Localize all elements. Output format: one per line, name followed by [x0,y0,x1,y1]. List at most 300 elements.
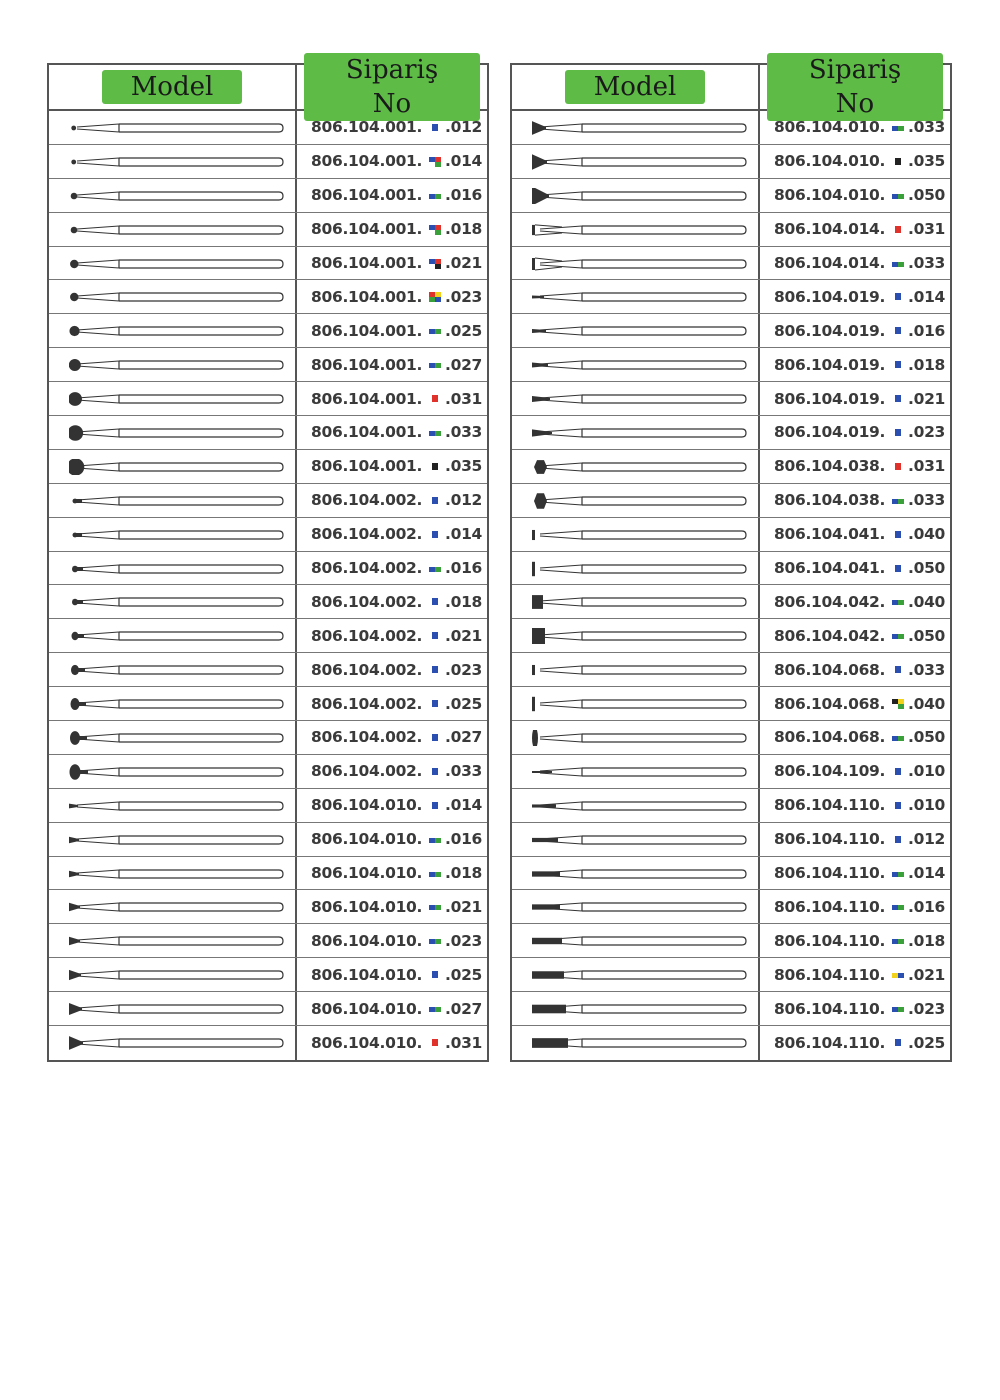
model-cell [49,721,297,754]
model-cell [512,484,760,517]
order-code-base: 806.104.010. [311,965,423,984]
table-row [512,416,950,450]
color-code-icon [892,597,904,606]
order-no-header-label: Sipariş No [304,53,480,121]
bur-round-drawing [69,120,289,136]
order-code-size: .023 [445,660,483,679]
bur-wheel-drawing [69,730,289,746]
order-code-base: 806.104.002. [311,559,423,578]
model-cell [49,653,297,686]
bur-icon [532,628,752,648]
table-row [49,992,487,1026]
order-code-size: .027 [445,999,483,1018]
bur-icon [69,967,289,987]
order-code-size: .016 [908,321,946,340]
color-code-icon [892,157,904,166]
model-cell [49,992,297,1025]
order-no-cell [297,823,487,856]
order-code-base: 806.104.042. [774,626,886,645]
color-code-icon [892,462,904,471]
table-row [49,823,487,857]
bur-hex-drawing [532,459,752,475]
table-row [512,247,950,281]
color-code-icon [429,191,441,200]
bur-icon [69,933,289,953]
order-code-size: .023 [445,931,483,950]
order-no-cell [297,484,487,517]
color-code-icon [429,1004,441,1013]
bur-round-drawing [69,222,289,238]
bur-cone-drawing [532,120,752,136]
table-row [49,687,487,721]
color-code-icon [892,360,904,369]
order-code-size: .023 [908,423,946,442]
bur-wheel-drawing [69,527,289,543]
order-no-cell [297,585,487,618]
table-row [49,924,487,958]
bur-cyl-drawing [532,832,752,848]
order-code-base: 806.104.042. [774,592,886,611]
order-code-base: 806.104.110. [774,796,886,815]
model-cell [49,314,297,347]
model-cell [49,552,297,585]
order-no-cell [760,518,950,551]
color-code-icon [429,631,441,640]
order-code-base: 806.104.014. [774,254,886,272]
bur-wheel-drawing [69,696,289,712]
table-row [512,179,950,213]
order-no-cell [297,789,487,822]
order-no-cell [760,111,950,144]
table-row [49,653,487,687]
color-code-icon [429,767,441,776]
bur-cyl-drawing [532,899,752,915]
table-row [512,755,950,789]
color-code-icon [429,902,441,911]
color-code-icon [429,869,441,878]
order-code-size: .021 [908,389,946,408]
bur-icon [532,323,752,343]
order-no-cell [760,992,950,1025]
bur-icon [69,425,289,445]
model-cell [512,721,760,754]
bur-icon [532,730,752,750]
order-code-base: 806.104.001. [311,220,423,239]
color-code-icon [429,462,441,471]
order-no-cell [760,382,950,415]
order-code-base: 806.104.014. [774,220,886,239]
order-no-cell [297,958,487,991]
color-code-icon [429,835,441,844]
order-no-cell [760,755,950,788]
order-no-cell [760,958,950,991]
order-code-size: .040 [908,694,946,713]
color-code-icon [892,835,904,844]
model-cell [49,348,297,381]
order-code-base: 806.104.019. [774,389,886,408]
color-code-icon [429,801,441,810]
color-code-icon [892,936,904,945]
order-no-header-cell [760,55,950,119]
model-cell [49,823,297,856]
bur-icon [69,188,289,208]
bur-icon [532,527,752,547]
bur-cyl-drawing [532,1001,752,1017]
bur-icon [532,222,752,242]
bur-icon [532,256,752,276]
order-code-size: .023 [908,999,946,1018]
order-table-right [510,55,952,1062]
order-code-size: .018 [445,220,483,239]
table-row [49,382,487,416]
order-code-base: 806.104.010. [311,897,423,916]
color-code-icon [892,665,904,674]
color-code-icon [892,123,904,132]
order-no-cell [297,518,487,551]
order-no-cell [760,619,950,652]
bur-cyl-drawing [532,1035,752,1051]
model-header-label: Model [565,70,705,104]
color-code-icon [429,970,441,979]
model-cell [512,552,760,585]
order-code-base: 806.104.019. [774,287,886,306]
bur-cone-drawing [69,899,289,915]
bur-icon [69,1001,289,1021]
order-code-size: .027 [445,355,483,374]
model-cell [512,1026,760,1060]
order-no-cell [760,653,950,686]
order-code-size: .016 [445,186,483,205]
bur-icon [69,696,289,716]
bur-disk-drawing [532,662,752,678]
bur-cone-drawing [69,832,289,848]
table-row [512,619,950,653]
color-code-icon [892,564,904,573]
model-cell [49,687,297,720]
order-code-base: 806.104.001. [311,152,423,171]
model-cell [49,518,297,551]
order-code-base: 806.104.019. [774,423,886,442]
order-code-base: 806.104.019. [774,355,886,374]
color-code-icon [892,428,904,437]
order-code-size: .014 [445,525,483,544]
order-no-cell [297,857,487,890]
order-code-base: 806.104.001. [311,423,423,442]
order-code-size: .014 [908,864,946,883]
model-cell [49,890,297,923]
bur-icon [69,459,289,479]
order-no-cell [760,857,950,890]
order-code-base: 806.104.001. [311,355,423,374]
order-no-cell [760,484,950,517]
color-code-icon [892,767,904,776]
order-code-size: .014 [445,796,483,815]
order-code-size: .014 [445,152,483,171]
order-no-cell [297,924,487,957]
color-code-icon [429,530,441,539]
order-code-size: .050 [908,728,946,747]
order-no-cell [297,1026,487,1060]
bur-icon [69,154,289,174]
bur-disk-drawing [532,696,752,712]
model-cell [49,416,297,449]
bur-needle-drawing [532,764,752,780]
bur-icon [532,289,752,309]
color-code-icon [892,292,904,301]
order-code-size: .016 [445,830,483,849]
bur-icon [532,832,752,852]
order-no-cell [297,687,487,720]
order-code-size: .033 [908,660,946,679]
bur-cone-drawing [532,188,752,204]
bur-invcone-drawing [532,256,752,272]
model-cell [49,145,297,178]
bur-icon [532,188,752,208]
bur-dart-drawing [532,391,752,407]
table-row [512,857,950,891]
order-no-cell [297,145,487,178]
color-code-icon [429,564,441,573]
model-cell [512,992,760,1025]
bur-icon [532,594,752,614]
bur-cone-drawing [532,154,752,170]
model-cell [512,958,760,991]
bur-icon [69,323,289,343]
model-cell [512,314,760,347]
order-no-cell [297,450,487,483]
order-code-base: 806.104.068. [774,660,886,679]
color-code-icon [429,936,441,945]
order-code-base: 806.104.110. [774,931,886,950]
order-no-cell [297,247,487,280]
bur-icon [532,899,752,919]
model-cell [49,247,297,280]
order-code-base: 806.104.002. [311,592,423,611]
bur-wheel-drawing [69,561,289,577]
bur-icon [532,967,752,987]
bur-round-drawing [69,289,289,305]
order-code-base: 806.104.110. [774,999,886,1018]
order-code-size: .031 [908,220,946,239]
order-code-size: .050 [908,559,946,578]
bur-cone-drawing [69,798,289,814]
order-code-base: 806.104.010. [311,830,423,849]
table-body [49,111,487,1060]
order-no-cell [297,213,487,246]
order-no-cell [760,823,950,856]
table-row [49,619,487,653]
table-row [512,314,950,348]
bur-cone-drawing [69,866,289,882]
model-cell [512,789,760,822]
order-code-size: .031 [908,457,946,476]
model-cell [512,857,760,890]
model-cell [512,755,760,788]
order-code-size: .035 [445,457,483,476]
bur-dart-drawing [532,425,752,441]
color-code-icon [429,292,441,301]
model-cell [49,958,297,991]
table-row [49,958,487,992]
model-cell [49,179,297,212]
order-code-size: .025 [445,321,483,340]
bur-dart-drawing [532,323,752,339]
table-row [49,585,487,619]
bur-round-drawing [69,357,289,373]
model-cell [49,924,297,957]
bur-icon [69,628,289,648]
bur-icon [532,391,752,411]
order-no-cell [297,619,487,652]
model-cell [512,619,760,652]
table-row [512,958,950,992]
order-no-cell [760,416,950,449]
bur-round-drawing [69,425,289,441]
bur-icon [532,1001,752,1021]
order-no-cell [760,450,950,483]
bur-cyl-drawing [532,798,752,814]
table-row [512,280,950,314]
model-cell [512,450,760,483]
order-code-size: .016 [445,559,483,578]
bur-icon [532,120,752,140]
table-row [512,1026,950,1060]
model-cell [512,924,760,957]
order-code-size: .033 [908,491,946,510]
model-cell [49,857,297,890]
order-code-base: 806.104.010. [311,931,423,950]
order-code-size: .018 [908,931,946,950]
table-row [49,890,487,924]
order-code-size: .031 [445,1033,483,1052]
bur-wheel-drawing [69,628,289,644]
bur-round-drawing [69,256,289,272]
model-cell [512,382,760,415]
table-row [49,111,487,145]
order-code-base: 806.104.002. [311,491,423,510]
order-no-cell [760,179,950,212]
order-no-cell [760,721,950,754]
table-row [49,789,487,823]
order-code-base: 806.104.068. [774,728,886,747]
bur-cone-drawing [69,1001,289,1017]
table-row [49,314,487,348]
color-code-icon [429,360,441,369]
order-no-cell [297,382,487,415]
model-cell [512,416,760,449]
order-no-cell [297,721,487,754]
table-row [512,653,950,687]
color-code-icon [429,157,441,166]
order-no-cell [297,552,487,585]
table-row [512,552,950,586]
bur-icon [532,933,752,953]
order-code-size: .021 [908,965,946,984]
order-code-size: .050 [908,186,946,205]
bur-hex-drawing [532,493,752,509]
table-row [49,552,487,586]
bur-icon [69,561,289,581]
bur-dart-drawing [532,357,752,373]
order-code-size: .033 [908,254,946,272]
order-code-size: .021 [445,254,483,272]
table-row [49,1026,487,1060]
bur-oval-drawing [532,730,752,746]
order-code-size: .033 [908,118,946,137]
order-code-base: 806.104.001. [311,118,423,137]
bur-icon [69,730,289,750]
bur-disk-drawing [532,561,752,577]
color-code-icon [892,699,904,708]
order-code-base: 806.104.001. [311,186,423,205]
order-code-size: .025 [908,1033,946,1052]
bur-cone-drawing [69,1035,289,1051]
table-row [512,111,950,145]
bur-icon [532,662,752,682]
bur-wheel-drawing [69,594,289,610]
color-code-icon [892,869,904,878]
order-no-cell [760,348,950,381]
order-code-base: 806.104.041. [774,525,886,544]
color-code-icon [429,1038,441,1047]
bur-block-drawing [532,594,752,610]
bur-round-drawing [69,188,289,204]
order-code-base: 806.104.110. [774,897,886,916]
model-cell [512,213,760,246]
model-header-cell [49,65,297,109]
bur-icon [532,866,752,886]
order-code-size: .018 [445,592,483,611]
model-header-label: Model [102,70,242,104]
order-code-size: .012 [445,118,483,137]
bur-cone-drawing [69,933,289,949]
order-code-base: 806.104.002. [311,762,423,781]
order-code-base: 806.104.038. [774,457,886,476]
color-code-icon [429,123,441,132]
table-row [49,348,487,382]
color-code-icon [892,530,904,539]
color-code-icon [429,597,441,606]
order-no-header-label: Sipariş No [767,53,943,121]
order-code-base: 806.104.001. [311,457,423,476]
order-code-base: 806.104.010. [774,186,886,205]
color-code-icon [892,326,904,335]
bur-icon [532,764,752,784]
order-no-cell [760,890,950,923]
color-code-icon [429,394,441,403]
table-row [512,450,950,484]
bur-round-drawing [69,323,289,339]
order-code-base: 806.104.068. [774,694,886,713]
table-row [49,721,487,755]
model-cell [49,450,297,483]
order-code-base: 806.104.002. [311,660,423,679]
order-no-cell [760,1026,950,1060]
order-code-base: 806.104.109. [774,762,886,781]
table-row [512,992,950,1026]
model-cell [49,1026,297,1060]
model-cell [512,145,760,178]
model-cell [512,653,760,686]
bur-wheel-drawing [69,493,289,509]
table-row [49,755,487,789]
bur-wheel-drawing [69,764,289,780]
table-row [512,348,950,382]
model-cell [512,687,760,720]
order-code-base: 806.104.002. [311,525,423,544]
color-code-icon [892,259,904,268]
table-row [512,890,950,924]
